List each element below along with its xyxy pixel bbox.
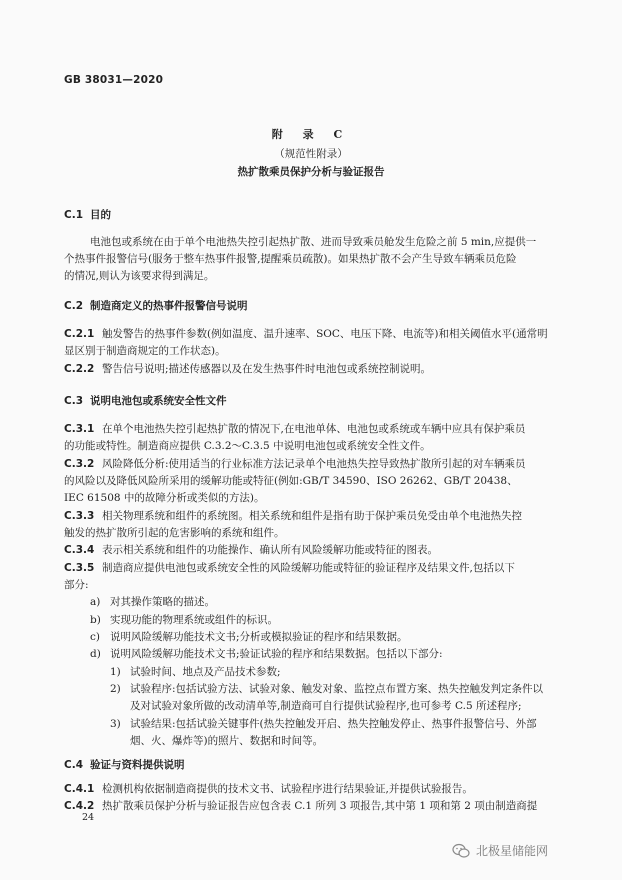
section-title: 说明电池包或系统安全性文件 [90, 395, 227, 407]
paragraph-line: 的功能或特性。制造商应提供 C.3.2～C.3.5 中说明电池包或系统安全性文件。 [64, 440, 431, 452]
list-marker: d) [90, 648, 101, 660]
clause-c3-1 [64, 422, 525, 436]
list-marker: 1) [110, 666, 121, 678]
clause-number: C.3.3 [64, 510, 95, 522]
paragraph-line: 的情况,则认为该要求得到满足。 [64, 270, 215, 282]
list-item [90, 595, 215, 609]
sub-list-item [110, 717, 537, 731]
clause-number: C.4.2 [64, 800, 95, 812]
section-number: C.1 [64, 209, 84, 221]
section-number: C.3 [64, 395, 84, 407]
clause-c3-3 [64, 509, 522, 523]
list-item [90, 630, 408, 644]
clause-number: C.2.2 [64, 363, 95, 375]
paragraph-line: 烟、火、爆炸等)的照片、数据和时间等。 [130, 735, 324, 747]
clause-number: C.3.1 [64, 423, 95, 435]
list-text: 试验结果:包括试验关键事件(热失控触发开启、热失控触发停止、热事件报警信号、外部 [130, 718, 537, 730]
clause-number: C.3.5 [64, 562, 95, 574]
clause-text: 触发警告的热事件参数(例如温度、温升速率、SOC、电压下降、电流等)和相关阈值水平(通常明 [102, 328, 548, 340]
list-text: 对其操作策略的描述。 [110, 596, 215, 608]
clause-text: 制造商应提供电池包或系统安全性的风险缓解功能或特征的验证程序及结果文件,包括以下 [102, 562, 515, 574]
standard-number: GB 38031—2020 [64, 74, 164, 86]
paragraph-line: IEC 61508 中的故障分析或类似的方法)。 [64, 492, 265, 504]
watermark-text: 北极星储能网 [476, 844, 549, 858]
section-heading-c3 [64, 393, 227, 408]
sub-list-item [110, 682, 543, 696]
page-number: 24 [82, 812, 95, 823]
clause-text: 警告信号说明;描述传感器以及在发生热事件时电池包或系统控制说明。 [102, 363, 432, 375]
clause-text: 热扩散乘员保护分析与验证报告应包含表 C.1 所列 3 项报告,其中第 1 项和第 2 项由制造商提 [102, 800, 538, 812]
clause-text: 风险降低分析:使用适当的行业标准方法记录单个电池热失控导致热扩散所引起的对车辆乘员 [102, 458, 526, 470]
paragraph-line: 部分: [64, 579, 89, 591]
clause-c4-1 [64, 782, 473, 796]
annex-title: 附 录 C [271, 128, 351, 141]
section-title: 目的 [90, 209, 111, 221]
list-text: 试验时间、地点及产品技术参数; [130, 666, 281, 678]
clause-c3-2 [64, 457, 526, 471]
section-heading-c1 [64, 207, 111, 222]
clause-c2-2 [64, 362, 431, 376]
clause-c4-2 [64, 799, 537, 813]
section-number: C.4 [64, 759, 84, 771]
section-number: C.2 [64, 300, 84, 312]
list-text: 实现功能的物理系统或组件的标识。 [110, 614, 278, 626]
annex-name: 热扩散乘员保护分析与验证报告 [237, 166, 385, 178]
list-item [90, 647, 443, 661]
section-title: 验证与资料提供说明 [90, 759, 185, 771]
list-text: 说明风险缓解功能技术文书;分析或模拟验证的程序和结果数据。 [110, 631, 408, 643]
paragraph-line: 显区别于制造商规定的工作状态)。 [64, 345, 226, 357]
list-marker: 2) [110, 683, 121, 695]
clause-number: C.3.4 [64, 544, 95, 556]
clause-text: 表示相关系统和组件的功能操作、确认所有风险缓解功能或特征的图表。 [102, 544, 438, 556]
clause-text: 在单个电池热失控引起热扩散的情况下,在电池单体、电池包或系统或车辆中应具有保护乘员 [102, 423, 526, 435]
clause-number: C.3.2 [64, 458, 95, 470]
clause-number: C.2.1 [64, 328, 95, 340]
section-heading-c2 [64, 298, 248, 313]
paragraph-line: 个热事件报警信号(服务于整车热事件报警,提醒乘员疏散)。如果热扩散不会产生导致车辆乘员危险 [64, 253, 517, 265]
paragraph-line: 触发的热扩散所引起的危害影响的系统和组件。 [64, 527, 285, 539]
wechat-icon [452, 843, 470, 859]
clause-number: C.4.1 [64, 783, 95, 795]
paragraph-line: 及对试验对象所做的改动清单等,制造商可自行提供试验程序,也可参考 C.5 所述程序; [130, 700, 522, 712]
list-text: 试验程序:包括试验方法、试验对象、触发对象、监控点布置方案、热失控触发判定条件以 [130, 683, 544, 695]
clause-c3-4 [64, 543, 438, 557]
paragraph-line: 电池包或系统在由于单个电池热失控引起热扩散、进而导致乘员舱发生危险之前 5 min,应提供一 [90, 236, 537, 248]
list-marker: a) [90, 596, 101, 608]
list-item [90, 613, 278, 627]
clause-c3-5 [64, 561, 515, 575]
section-heading-c4 [64, 757, 185, 772]
clause-c2-1 [64, 327, 548, 341]
clause-text: 检测机构依据制造商提供的技术文书、试验程序进行结果验证,并提供试验报告。 [102, 783, 473, 795]
list-marker: b) [90, 614, 101, 626]
watermark [452, 842, 548, 859]
section-title: 制造商定义的热事件报警信号说明 [90, 300, 248, 312]
list-marker: 3) [110, 718, 121, 730]
paragraph-line: 的风险以及降低风险所采用的缓解功能或特征(例如:GB/T 34590、ISO 26262、GB/T 20438、 [64, 475, 518, 487]
list-text: 说明风险缓解功能技术文书;验证试验的程序和结果数据。包括以下部分: [110, 648, 443, 660]
clause-text: 相关物理系统和组件的系统图。相关系统和组件是指有助于保护乘员免受由单个电池热失控 [102, 510, 522, 522]
list-marker: c) [90, 631, 100, 643]
annex-type: （规范性附录） [274, 148, 348, 160]
sub-list-item [110, 665, 281, 679]
